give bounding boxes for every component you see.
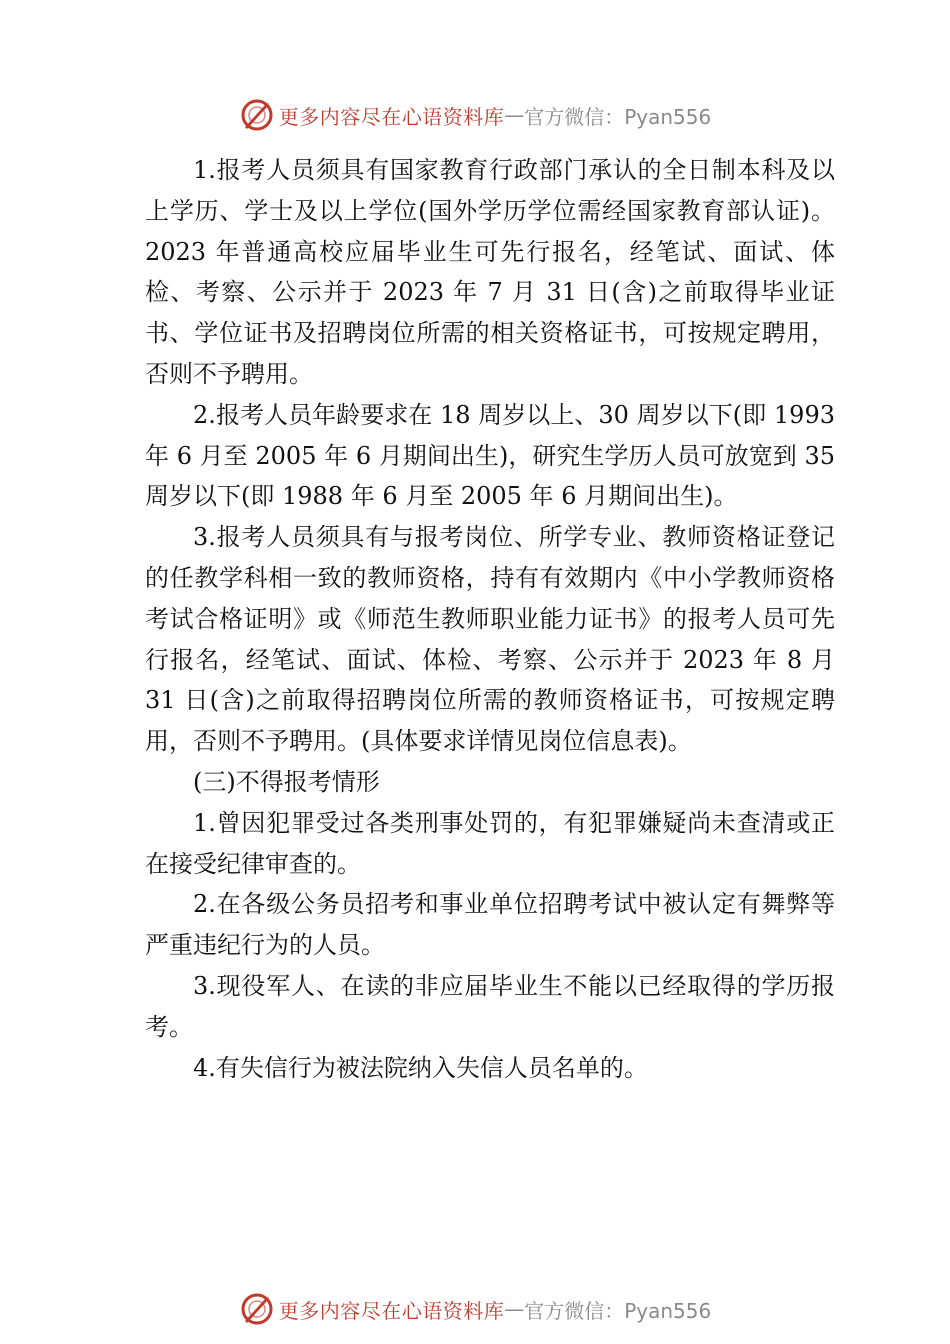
paragraph-exclusion-4: 4.有失信行为被法院纳入失信人员名单的。 (193, 1053, 648, 1082)
footer-watermark-banner (0, 1289, 950, 1329)
banner-site-name: 更多内容尽在心语资料库 (278, 104, 505, 129)
quill-pen-circle-icon (239, 1291, 275, 1327)
paragraph-exclusion-1: 1.曾因犯罪受过各类刑事处罚的，有犯罪嫌疑尚未查清或正在接受纪律审查的。 (145, 808, 835, 878)
paragraph-education: 1.报考人员须具有国家教育行政部门承认的全日制本科及以上学历、学士及以上学位(国外学历学位需经国家教育部认证)。2023 年普通高校应届毕业生可先行报名，经笔试、面试、体检、考察、公示并于 2023 年 7 月 31 日(含)之前取得毕业证书、学位证书及招聘岗位所需的相关资格证书，可按规定聘用，否则不予聘用。 (145, 156, 835, 388)
header-watermark-banner (0, 95, 950, 135)
banner-site-name: 更多内容尽在心语资料库 (278, 1298, 505, 1323)
paragraph-exclusion-2: 2.在各级公务员招考和事业单位招聘考试中被认定有舞弊等严重违纪行为的人员。 (145, 890, 835, 960)
paragraph-teacher-qualification: 3.报考人员须具有与报考岗位、所学专业、教师资格证登记的任教学科相一致的教师资格，持有有效期内《中小学教师资格考试合格证明》或《师范生教师职业能力证书》的报考人员可先行报名，经笔试、面试、体检、考察、公示并于 2023 年 8 月 31 日(含)之前取得招聘岗位所需的教师资格证书，可按规定聘用，否则不予聘用。(具体要求详情见岗位信息表)。 (145, 523, 835, 756)
banner-dash: — (504, 103, 525, 127)
document-body (145, 150, 835, 1088)
banner-wechat: 官方微信：Pyan556 (524, 104, 712, 129)
banner-dash: — (504, 1297, 525, 1321)
quill-pen-circle-icon (239, 97, 275, 133)
paragraph-exclusion-3: 3.现役军人、在读的非应届毕业生不能以已经取得的学历报考。 (145, 971, 835, 1041)
banner-wechat: 官方微信：Pyan556 (524, 1298, 712, 1323)
paragraph-age: 2.报考人员年龄要求在 18 周岁以上、30 周岁以下(即 1993 年 6 月至 2005 年 6 月期间出生)，研究生学历人员可放宽到 35 周岁以下(即 1988 年 6 月至 2005 年 6 月期间出生)。 (145, 400, 835, 511)
section-heading-exclusions: (三)不得报考情形 (193, 767, 380, 796)
